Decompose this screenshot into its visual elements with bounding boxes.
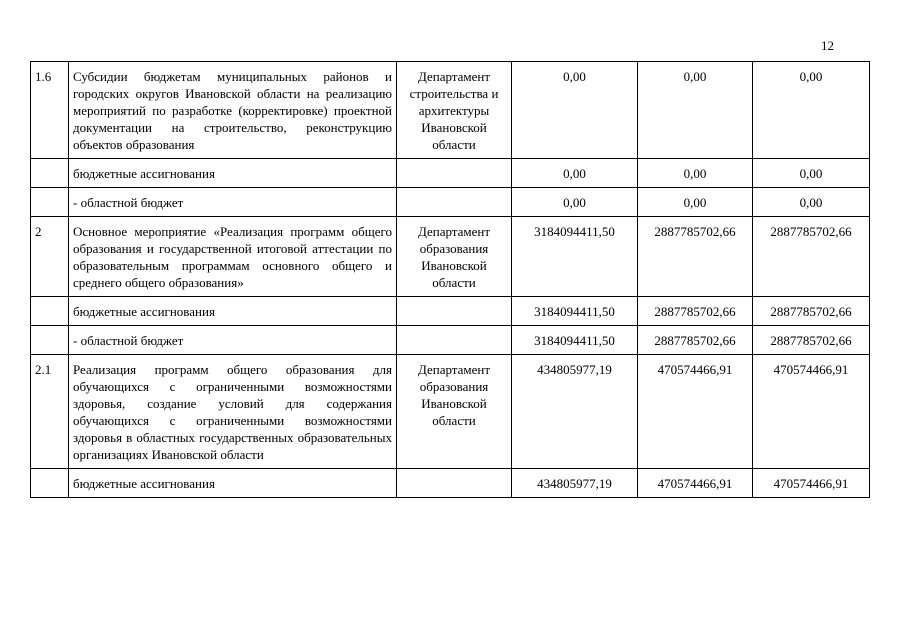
value-year-2: 0,00 <box>638 188 753 217</box>
value-year-2: 2887785702,66 <box>638 297 753 326</box>
row-number: 2 <box>31 217 69 297</box>
value-year-1: 3184094411,50 <box>512 326 638 355</box>
department: Департамент строительства и архитектуры Ивановской области <box>397 62 512 159</box>
department <box>397 297 512 326</box>
table-row <box>31 188 870 217</box>
measure-name: бюджетные ассигнования <box>69 297 397 326</box>
value-year-2: 470574466,91 <box>638 469 753 498</box>
department <box>397 159 512 188</box>
value-year-1: 434805977,19 <box>512 469 638 498</box>
row-number <box>31 159 69 188</box>
value-year-1: 0,00 <box>512 62 638 159</box>
value-year-1: 434805977,19 <box>512 355 638 469</box>
page-number: 12 <box>821 38 834 53</box>
measure-name: Основное мероприятие «Реализация программ общего образования и государственной итоговой аттестации по образовательным программам основного общего и среднего общего образования» <box>69 217 397 297</box>
value-year-2: 2887785702,66 <box>638 217 753 297</box>
department: Департамент образования Ивановской области <box>397 217 512 297</box>
budget-table <box>30 61 870 498</box>
value-year-1: 3184094411,50 <box>512 297 638 326</box>
table-row <box>31 469 870 498</box>
table-row <box>31 297 870 326</box>
row-number: 2.1 <box>31 355 69 469</box>
table-row <box>31 326 870 355</box>
row-number <box>31 188 69 217</box>
row-number: 1.6 <box>31 62 69 159</box>
row-number <box>31 469 69 498</box>
measure-name: Реализация программ общего образования для обучающихся с ограниченными возможностями здоровья, создание условий для содержания обучающихся с ограниченными возможностями здоровья в областных государственных образовательных организациях Ивановской области <box>69 355 397 469</box>
value-year-3: 0,00 <box>753 62 870 159</box>
value-year-2: 470574466,91 <box>638 355 753 469</box>
row-number <box>31 297 69 326</box>
value-year-2: 2887785702,66 <box>638 326 753 355</box>
table-row <box>31 62 870 159</box>
department <box>397 188 512 217</box>
department <box>397 326 512 355</box>
value-year-3: 0,00 <box>753 159 870 188</box>
measure-name: - областной бюджет <box>69 188 397 217</box>
value-year-1: 3184094411,50 <box>512 217 638 297</box>
value-year-2: 0,00 <box>638 62 753 159</box>
table-row <box>31 355 870 469</box>
value-year-3: 2887785702,66 <box>753 326 870 355</box>
measure-name: - областной бюджет <box>69 326 397 355</box>
value-year-3: 2887785702,66 <box>753 217 870 297</box>
measure-name: бюджетные ассигнования <box>69 159 397 188</box>
table-row <box>31 159 870 188</box>
value-year-2: 0,00 <box>638 159 753 188</box>
value-year-3: 470574466,91 <box>753 469 870 498</box>
value-year-3: 470574466,91 <box>753 355 870 469</box>
measure-name: Субсидии бюджетам муниципальных районов и городских округов Ивановской области на реализацию мероприятий по разработке (корректировке) проектной документации на строительство, реконструкцию объектов образования <box>69 62 397 159</box>
department: Департамент образования Ивановской области <box>397 355 512 469</box>
measure-name: бюджетные ассигнования <box>69 469 397 498</box>
value-year-1: 0,00 <box>512 159 638 188</box>
value-year-3: 0,00 <box>753 188 870 217</box>
row-number <box>31 326 69 355</box>
value-year-3: 2887785702,66 <box>753 297 870 326</box>
department <box>397 469 512 498</box>
table-row <box>31 217 870 297</box>
value-year-1: 0,00 <box>512 188 638 217</box>
